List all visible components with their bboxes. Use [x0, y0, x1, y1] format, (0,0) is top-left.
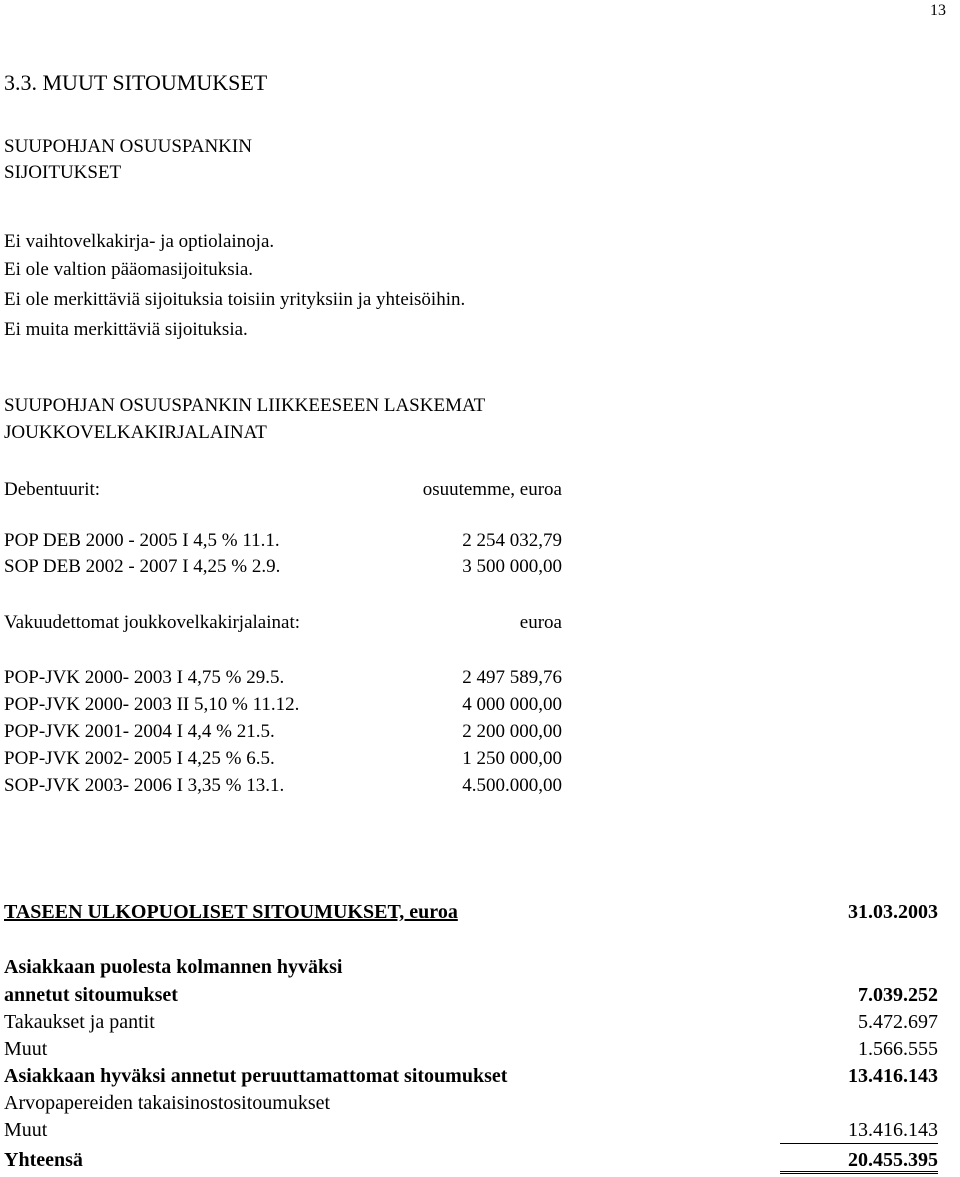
unsecured-bonds-label: Vakuudettomat joukkovelkakirjalainat:	[4, 612, 301, 633]
total-value: 20.455.395	[848, 1149, 938, 1171]
bond-name: POP-JVK 2000- 2003 I 4,75 % 29.5.	[4, 667, 285, 688]
investment-statement: Ei ole valtion pääomasijoituksia.	[4, 259, 254, 280]
debentures-label: Debentuurit:	[4, 479, 101, 500]
other-irrevocable-label: Muut	[4, 1119, 48, 1141]
debenture-amount: 2 254 032,79	[462, 530, 562, 551]
guarantees-label: Takaukset ja pantit	[4, 1011, 155, 1033]
investments-title-line2: SIJOITUKSET	[4, 162, 122, 183]
bond-amount: 1 250 000,00	[462, 748, 562, 769]
debenture-name: POP DEB 2000 - 2005 I 4,5 % 11.1.	[4, 530, 280, 551]
bond-name: POP-JVK 2000- 2003 II 5,10 % 11.12.	[4, 694, 300, 715]
total-label: Yhteensä	[4, 1149, 83, 1171]
subtotal-rule	[780, 1143, 938, 1144]
investments-title-line1: SUUPOHJAN OSUUSPANKIN	[4, 136, 252, 157]
other-commitments-value: 1.566.555	[858, 1038, 938, 1060]
investment-statement: Ei ole merkittäviä sijoituksia toisiin yrityksiin ja yhteisöihin.	[4, 289, 466, 310]
bond-name: POP-JVK 2001- 2004 I 4,4 % 21.5.	[4, 721, 275, 742]
repurchase-commitments-label: Arvopapereiden takaisinostositoumukset	[4, 1092, 331, 1114]
investment-statement: Ei muita merkittäviä sijoituksia.	[4, 319, 248, 340]
section-heading: 3.3. MUUT SITOUMUKSET	[4, 70, 268, 95]
bond-name: POP-JVK 2002- 2005 I 4,25 % 6.5.	[4, 748, 275, 769]
investment-statement: Ei vaihtovelkakirja- ja optiolainoja.	[4, 231, 275, 252]
third-party-commitments-value: 7.039.252	[858, 984, 938, 1006]
bonds-title-line2: JOUKKOVELKAKIRJALAINAT	[4, 422, 267, 443]
other-irrevocable-value: 13.416.143	[848, 1119, 938, 1141]
bond-amount: 2 497 589,76	[462, 667, 562, 688]
debentures-column-header: osuutemme, euroa	[422, 479, 562, 500]
irrevocable-commitments-label: Asiakkaan hyväksi annetut peruuttamattomat sitoumukset	[4, 1065, 508, 1087]
off-balance-title: TASEEN ULKOPUOLISET SITOUMUKSET, euroa	[4, 901, 458, 923]
irrevocable-commitments-value: 13.416.143	[848, 1065, 938, 1087]
off-balance-date: 31.03.2003	[848, 901, 938, 923]
third-party-commitments-label-line1: Asiakkaan puolesta kolmannen hyväksi	[4, 956, 343, 978]
guarantees-value: 5.472.697	[858, 1011, 938, 1033]
other-commitments-label: Muut	[4, 1038, 48, 1060]
debenture-name: SOP DEB 2002 - 2007 I 4,25 % 2.9.	[4, 556, 281, 577]
third-party-commitments-label-line2: annetut sitoumukset	[4, 984, 178, 1006]
total-double-rule	[780, 1171, 938, 1174]
bond-amount: 4 000 000,00	[462, 694, 562, 715]
bond-amount: 2 200 000,00	[462, 721, 562, 742]
bond-name: SOP-JVK 2003- 2006 I 3,35 % 13.1.	[4, 775, 285, 796]
page-number: 13	[930, 2, 946, 19]
unsecured-bonds-column-header: euroa	[519, 612, 562, 633]
debenture-amount: 3 500 000,00	[462, 556, 562, 577]
bonds-title-line1: SUUPOHJAN OSUUSPANKIN LIIKKEESEEN LASKEMAT	[4, 395, 486, 416]
bond-amount: 4.500.000,00	[462, 775, 562, 796]
